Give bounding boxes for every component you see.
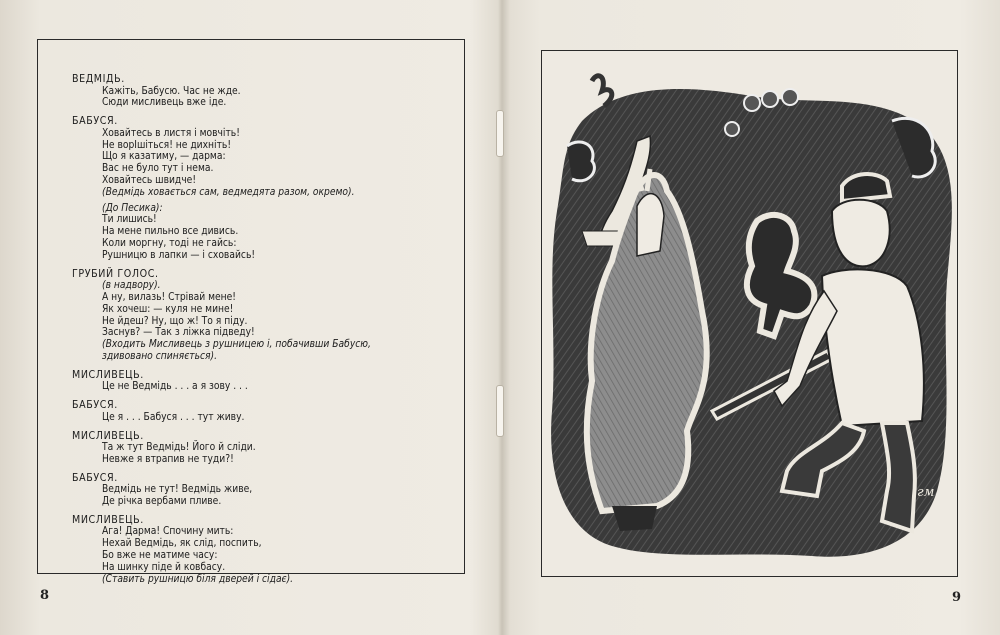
- speaker-name: МИСЛИВЕЦЬ.: [72, 368, 144, 381]
- verse-line: Заснув? — Так з ліжка підведу!: [102, 327, 255, 339]
- verse-line: Ховайтесь в листя і мовчіть!: [102, 127, 240, 139]
- verse-line: Вас не було тут і нема.: [102, 163, 214, 175]
- speaker-name: МИСЛИВЕЦЬ.: [72, 513, 144, 526]
- verse-line: Ховайтесь швидче!: [102, 174, 196, 186]
- verse-line: Як хочеш: — куля не мине!: [102, 303, 234, 315]
- page-number-left: 8: [40, 588, 50, 603]
- speaker-name: БАБУСЯ.: [72, 399, 118, 412]
- verse-line: Це не Ведмідь . . . а я зову . . .: [102, 381, 248, 393]
- verse-line: Бо вже не матиме часу:: [102, 550, 218, 562]
- speaker-name: БАБУСЯ.: [72, 471, 118, 484]
- verse-line: Не йдеш? Ну, що ж! То я піду.: [102, 315, 248, 327]
- verse-line: На шинку піде й ковбасу.: [102, 561, 226, 573]
- verse-line: Ведмідь не тут! Ведмідь живе,: [102, 484, 253, 496]
- play-text: [72, 71, 432, 585]
- verse-line: Невже я втрапив не туди?!: [102, 453, 234, 465]
- verse-line: Кажіть, Бабусю. Час не жде.: [102, 85, 241, 97]
- verse-line: Нехай Ведмідь, як слід, поспить,: [102, 538, 262, 550]
- artist-signature: гм: [917, 485, 935, 500]
- illustration: [542, 51, 956, 575]
- stage-direction: (Входить Мисливець з рушницею і, побачивши Бабусю, здивовано спиняється).: [102, 339, 371, 362]
- stage-direction: (Ведмідь ховається сам, ведмедята разом, окремо).: [102, 186, 355, 198]
- speaker-name: ВЕДМІДЬ.: [72, 73, 125, 85]
- verse-line: Це я . . . Бабуся . . . тут живу.: [102, 411, 245, 423]
- right-page: [500, 0, 1000, 635]
- stage-direction: (в надвору).: [102, 280, 161, 292]
- page-number-right: 9: [952, 590, 962, 605]
- speaker-name: МИСЛИВЕЦЬ.: [72, 429, 144, 442]
- verse-line: Ти лишись!: [102, 214, 157, 226]
- verse-line: Що я казатиму, — дарма:: [102, 151, 226, 163]
- stage-direction: (Ставить рушницю біля дверей і сідає).: [102, 573, 294, 585]
- verse-line: Ага! Дарма! Спочину мить:: [102, 526, 234, 538]
- verse-line: Коли моргну, тоді не гайсь:: [102, 237, 237, 249]
- verse-line: Рушницю в лапки — і сховайсь!: [102, 249, 256, 261]
- verse-line: Де річка вербами пливе.: [102, 496, 222, 508]
- verse-line: На мене пильно все дивись.: [102, 226, 239, 238]
- illustration-frame: [541, 50, 958, 577]
- verse-line: Та ж тут Ведмідь! Його й сліди.: [102, 442, 256, 454]
- speaker-name: ГРУБИЙ ГОЛОС.: [72, 267, 159, 280]
- speaker-name: БАБУСЯ.: [72, 115, 118, 128]
- stage-direction: (До Песика):: [102, 202, 163, 214]
- verse-line: Сюди мисливець вже іде.: [102, 97, 227, 109]
- verse-line: А ну, вилазь! Стрівай мене!: [102, 291, 236, 303]
- verse-line: Не ворІшіться! не дихніть!: [102, 139, 231, 151]
